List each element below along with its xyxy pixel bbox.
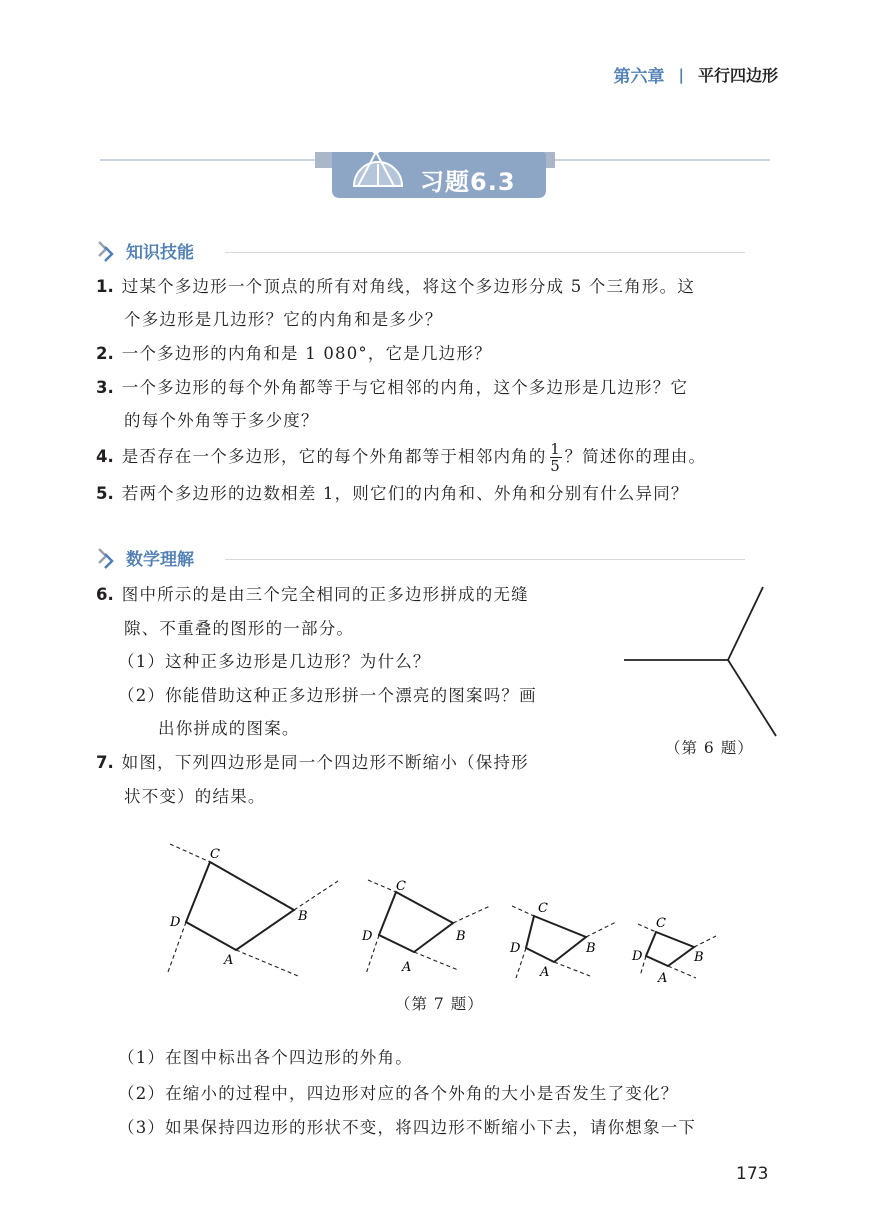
problem-2: 2. 一个多边形的内角和是 1 080°，它是几边形？ [96,344,492,363]
chevron-right-icon [96,546,122,570]
section-header-understanding [96,545,194,570]
section-label: 数学理解 [126,550,194,570]
section-label: 知识技能 [126,243,194,263]
section-header-knowledge [96,238,194,263]
problem-6-cont: 隙、不重叠的图形的一部分。 [124,619,355,638]
problem-7-q2: （2）在缩小的过程中，四边形对应的各个外角的大小是否发生了变化？ [118,1084,679,1103]
section-divider [225,559,745,560]
vertex-label-c: C [396,879,406,894]
problem-5: 5. 若两个多边形的边数相差 1，则它们的内角和、外角和分别有什么异同？ [96,484,689,503]
vertex-label-a: A [402,960,412,975]
vertex-label-d: D [632,949,643,964]
problem-6-q2: （2）你能借助这种正多边形拼一个漂亮的图案吗？画 [118,686,537,705]
problem-1-cont: 个多边形是几边形？它的内角和是多少？ [124,310,443,329]
header-separator: | [678,65,684,84]
vertex-label-d: D [510,941,521,956]
section-divider [225,252,745,253]
vertex-label-d: D [170,915,181,930]
quadrilateral-2 [361,879,490,975]
vertex-label-c: C [210,847,220,862]
problem-6-q2-cont: 出你拼成的图案。 [158,719,300,738]
page-number: 173 [736,1164,769,1184]
quadrilateral-1 [168,844,338,976]
quadrilateral-3 [509,901,616,980]
problem-7: 7. 如图，下列四边形是同一个四边形不断缩小（保持形 [96,753,529,772]
vertex-label-b: B [586,941,596,956]
figure-6-caption: （第 6 题） [665,739,754,757]
problem-3-cont: 的每个外角等于多少度？ [124,411,319,430]
problem-4: 4. 是否存在一个多边形，它的每个外角都等于相邻内角的 $\frac{1}{5}$ ？简述你的理由。 [96,440,707,475]
problem-3: 3. 一个多边形的每个外角都等于与它相邻的内角，这个多边形是几边形？它 [96,378,689,397]
problem-7-cont: 状不变）的结果。 [124,787,266,806]
vertex-label-b: B [298,909,308,924]
vertex-label-b: B [456,929,466,944]
running-header [614,62,779,87]
vertex-label-c: C [538,901,548,916]
vertex-label-a: A [540,965,550,980]
vertex-label-a: A [224,953,234,968]
figure-7-quadrilaterals [160,836,730,996]
problem-7-q3: （3）如果保持四边形的形状不变，将四边形不断缩小下去，请你想象一下 [118,1118,697,1137]
vertex-label-c: C [656,916,666,931]
chapter-title: 平行四边形 [697,66,778,85]
vertex-label-a: A [658,971,668,986]
fraction: $\frac{1}{5}$ [550,440,561,475]
problem-1: 1. 过某个多边形一个顶点的所有对角线，将这个多边形分成 5 个三角形。这 [96,277,696,296]
figure-6-tiling-vertex [620,580,790,745]
vertex-label-d: D [362,929,373,944]
exercise-title: 习题6.3 [420,168,516,196]
problem-6: 6. 图中所示的是由三个完全相同的正多边形拼成的无缝 [96,585,529,604]
vertex-label-b: B [694,950,704,965]
problem-7-q1: （1）在图中标出各个四边形的外角。 [118,1048,413,1067]
figure-7-caption: （第 7 题） [395,995,484,1013]
problem-6-q1: （1）这种正多边形是几边形？为什么？ [118,652,431,671]
chapter-label: 第六章 [613,67,665,87]
quadrilateral-4 [631,916,716,986]
chevron-right-icon [96,239,122,263]
